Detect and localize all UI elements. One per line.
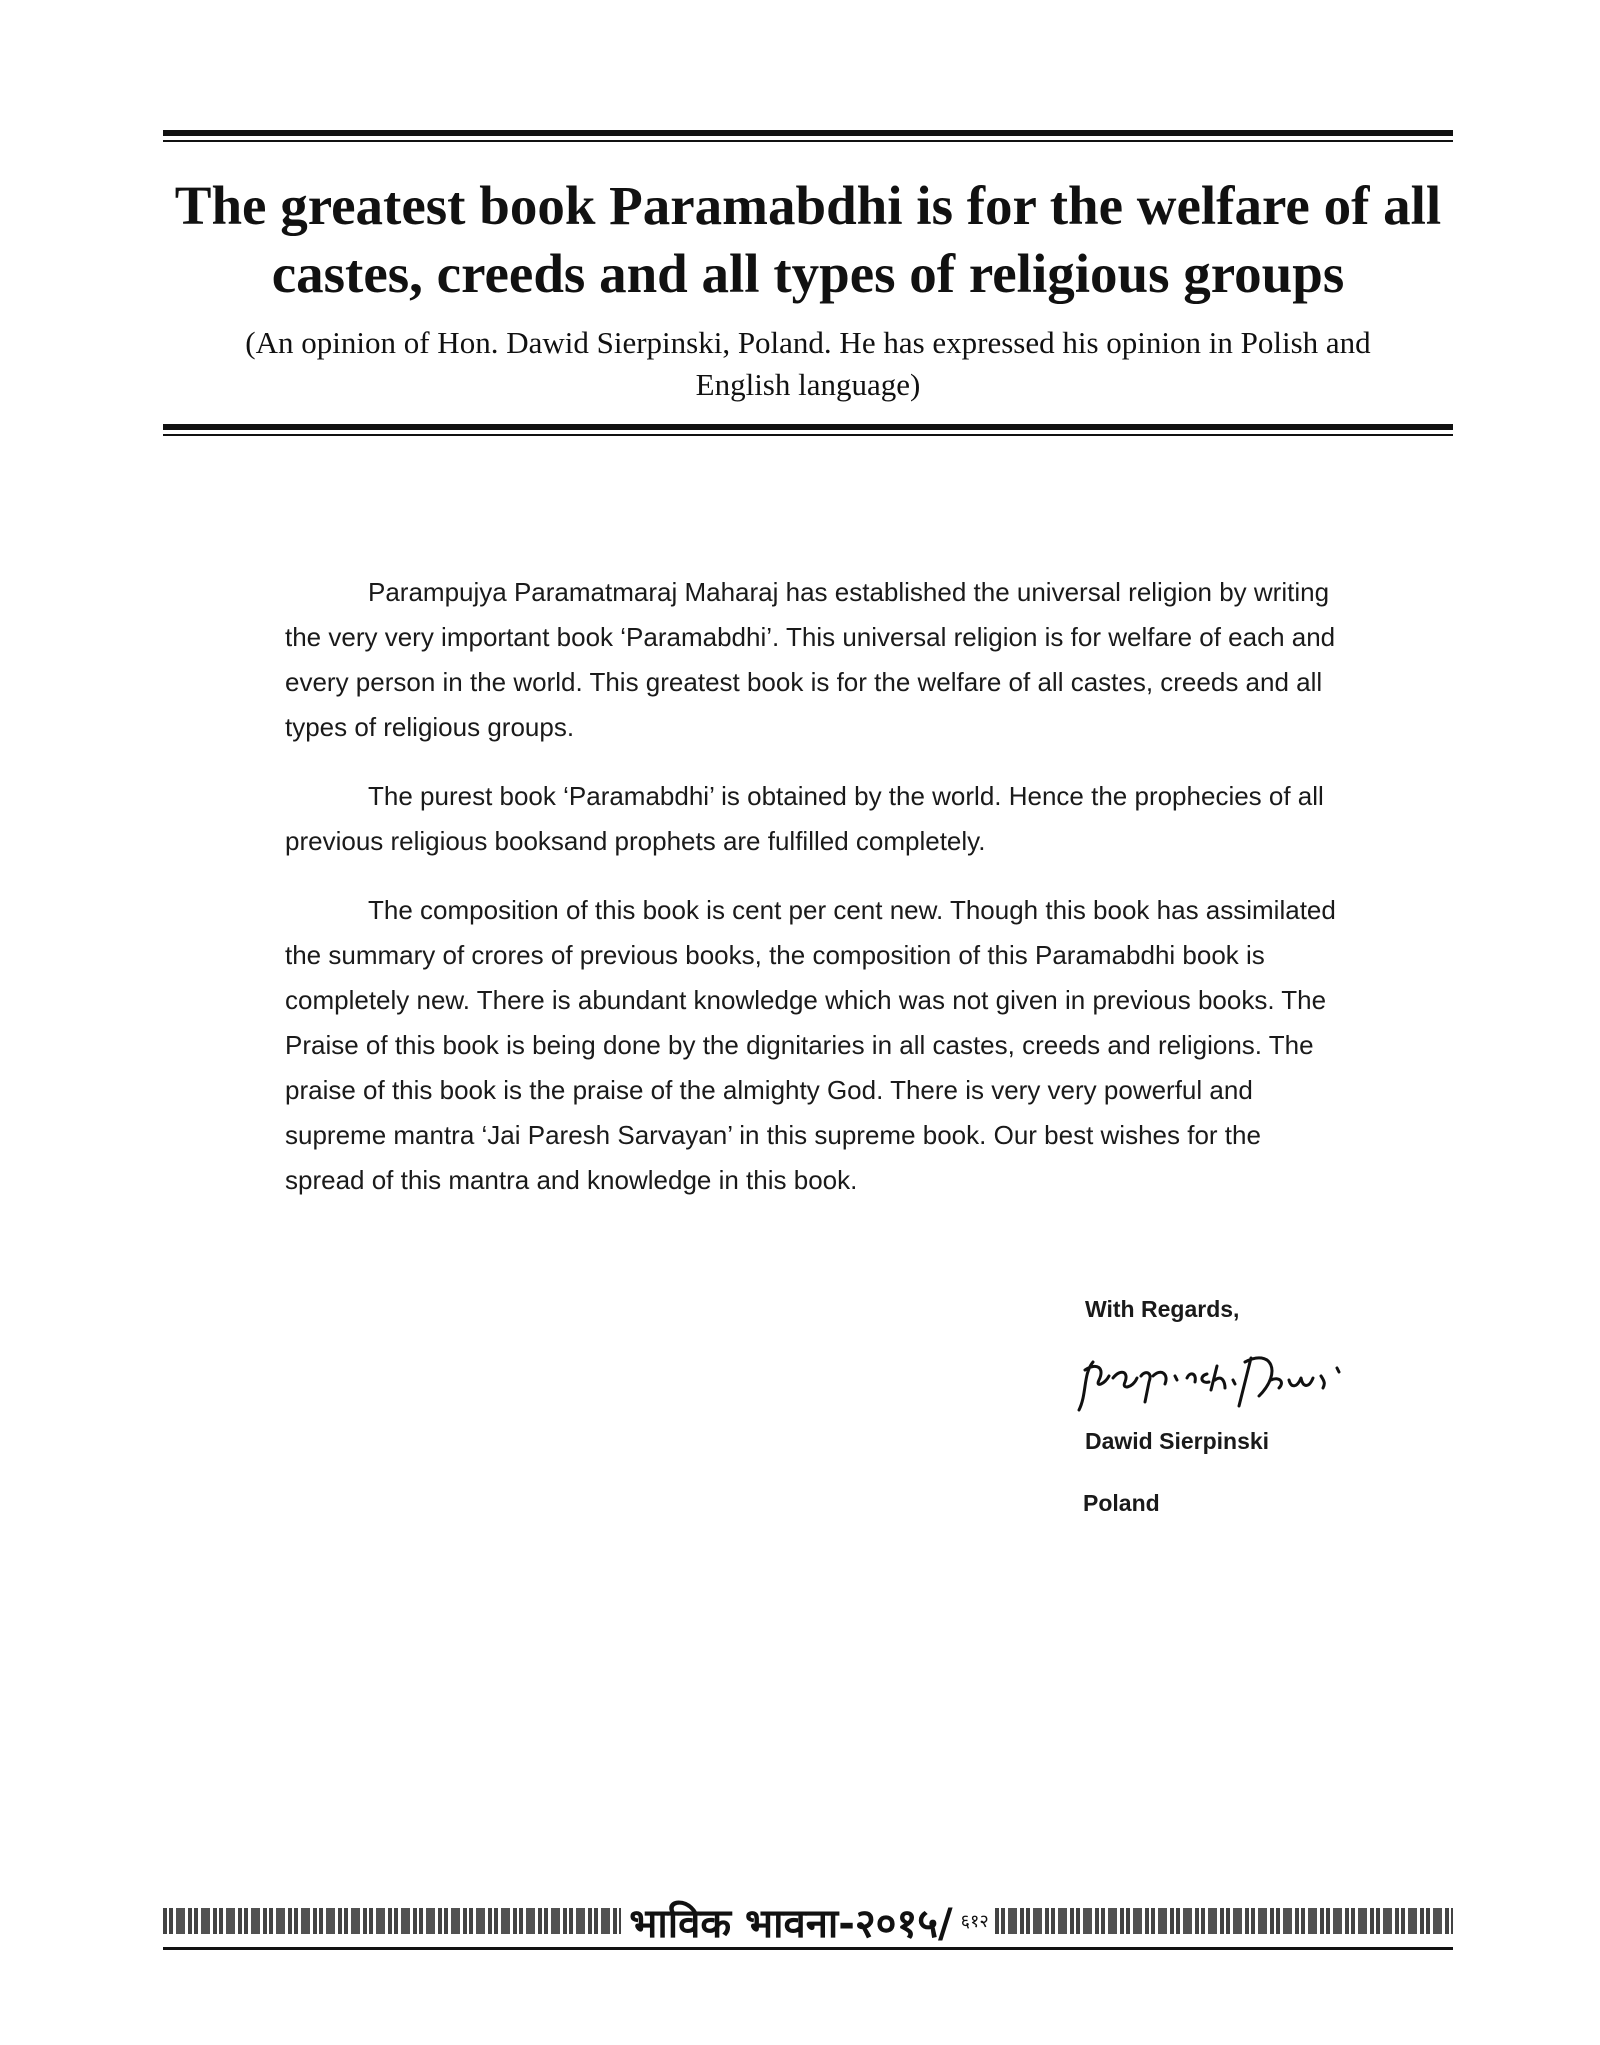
header-rule-top <box>163 130 1453 142</box>
regards-text: With Regards, <box>1085 1296 1240 1322</box>
page-number: ६१२ <box>960 1911 989 1932</box>
paragraph-3: The composition of this book is cent per cent new. Though this book has assimilated the summary of crores of previous books, the composition of this Paramabdhi book is completely new. There is abundant knowledge which was not given in previous books. The Praise of this book is being done by the dignitaries in all castes, creeds and religions. The praise of this book is the praise of the almighty God. There is very very powerful and supreme mantra ‘Jai Paresh Sarvayan’ in this supreme book. Our best wishes for the spread of this mantra and knowledge in this book. <box>285 895 1336 1195</box>
page-subtitle: (An opinion of Hon. Dawid Sierpinski, Poland. He has expressed his opinion in Polish and English language) <box>245 325 1371 402</box>
footer-ornament-right <box>995 1908 1453 1934</box>
letter-body <box>285 570 1345 1227</box>
paragraph-2: The purest book ‘Paramabdhi’ is obtained by the world. Hence the prophecies of all previous religious booksand prophets are fulfilled completely. <box>285 781 1324 856</box>
signatory-country: Poland <box>1083 1490 1160 1516</box>
footer-title: भाविक भावना-२०१५/ <box>629 1900 953 1947</box>
signatory-name: Dawid Sierpinski <box>1085 1428 1270 1454</box>
page-footer <box>163 1895 1453 1950</box>
header-rule-bottom <box>163 424 1453 436</box>
page-title: The greatest book Paramabdhi is for the welfare of all castes, creeds and all types of religious groups <box>174 175 1442 304</box>
handwritten-signature <box>1075 1332 1395 1422</box>
footer-ornament-left <box>163 1908 621 1934</box>
paragraph-1: Parampujya Paramatmaraj Maharaj has established the universal religion by writing the very very important book ‘Paramabdhi’. This universal religion is for welfare of each and every person in the world. This greatest book is for the welfare of all castes, creeds and all types of religious groups. <box>285 577 1336 742</box>
